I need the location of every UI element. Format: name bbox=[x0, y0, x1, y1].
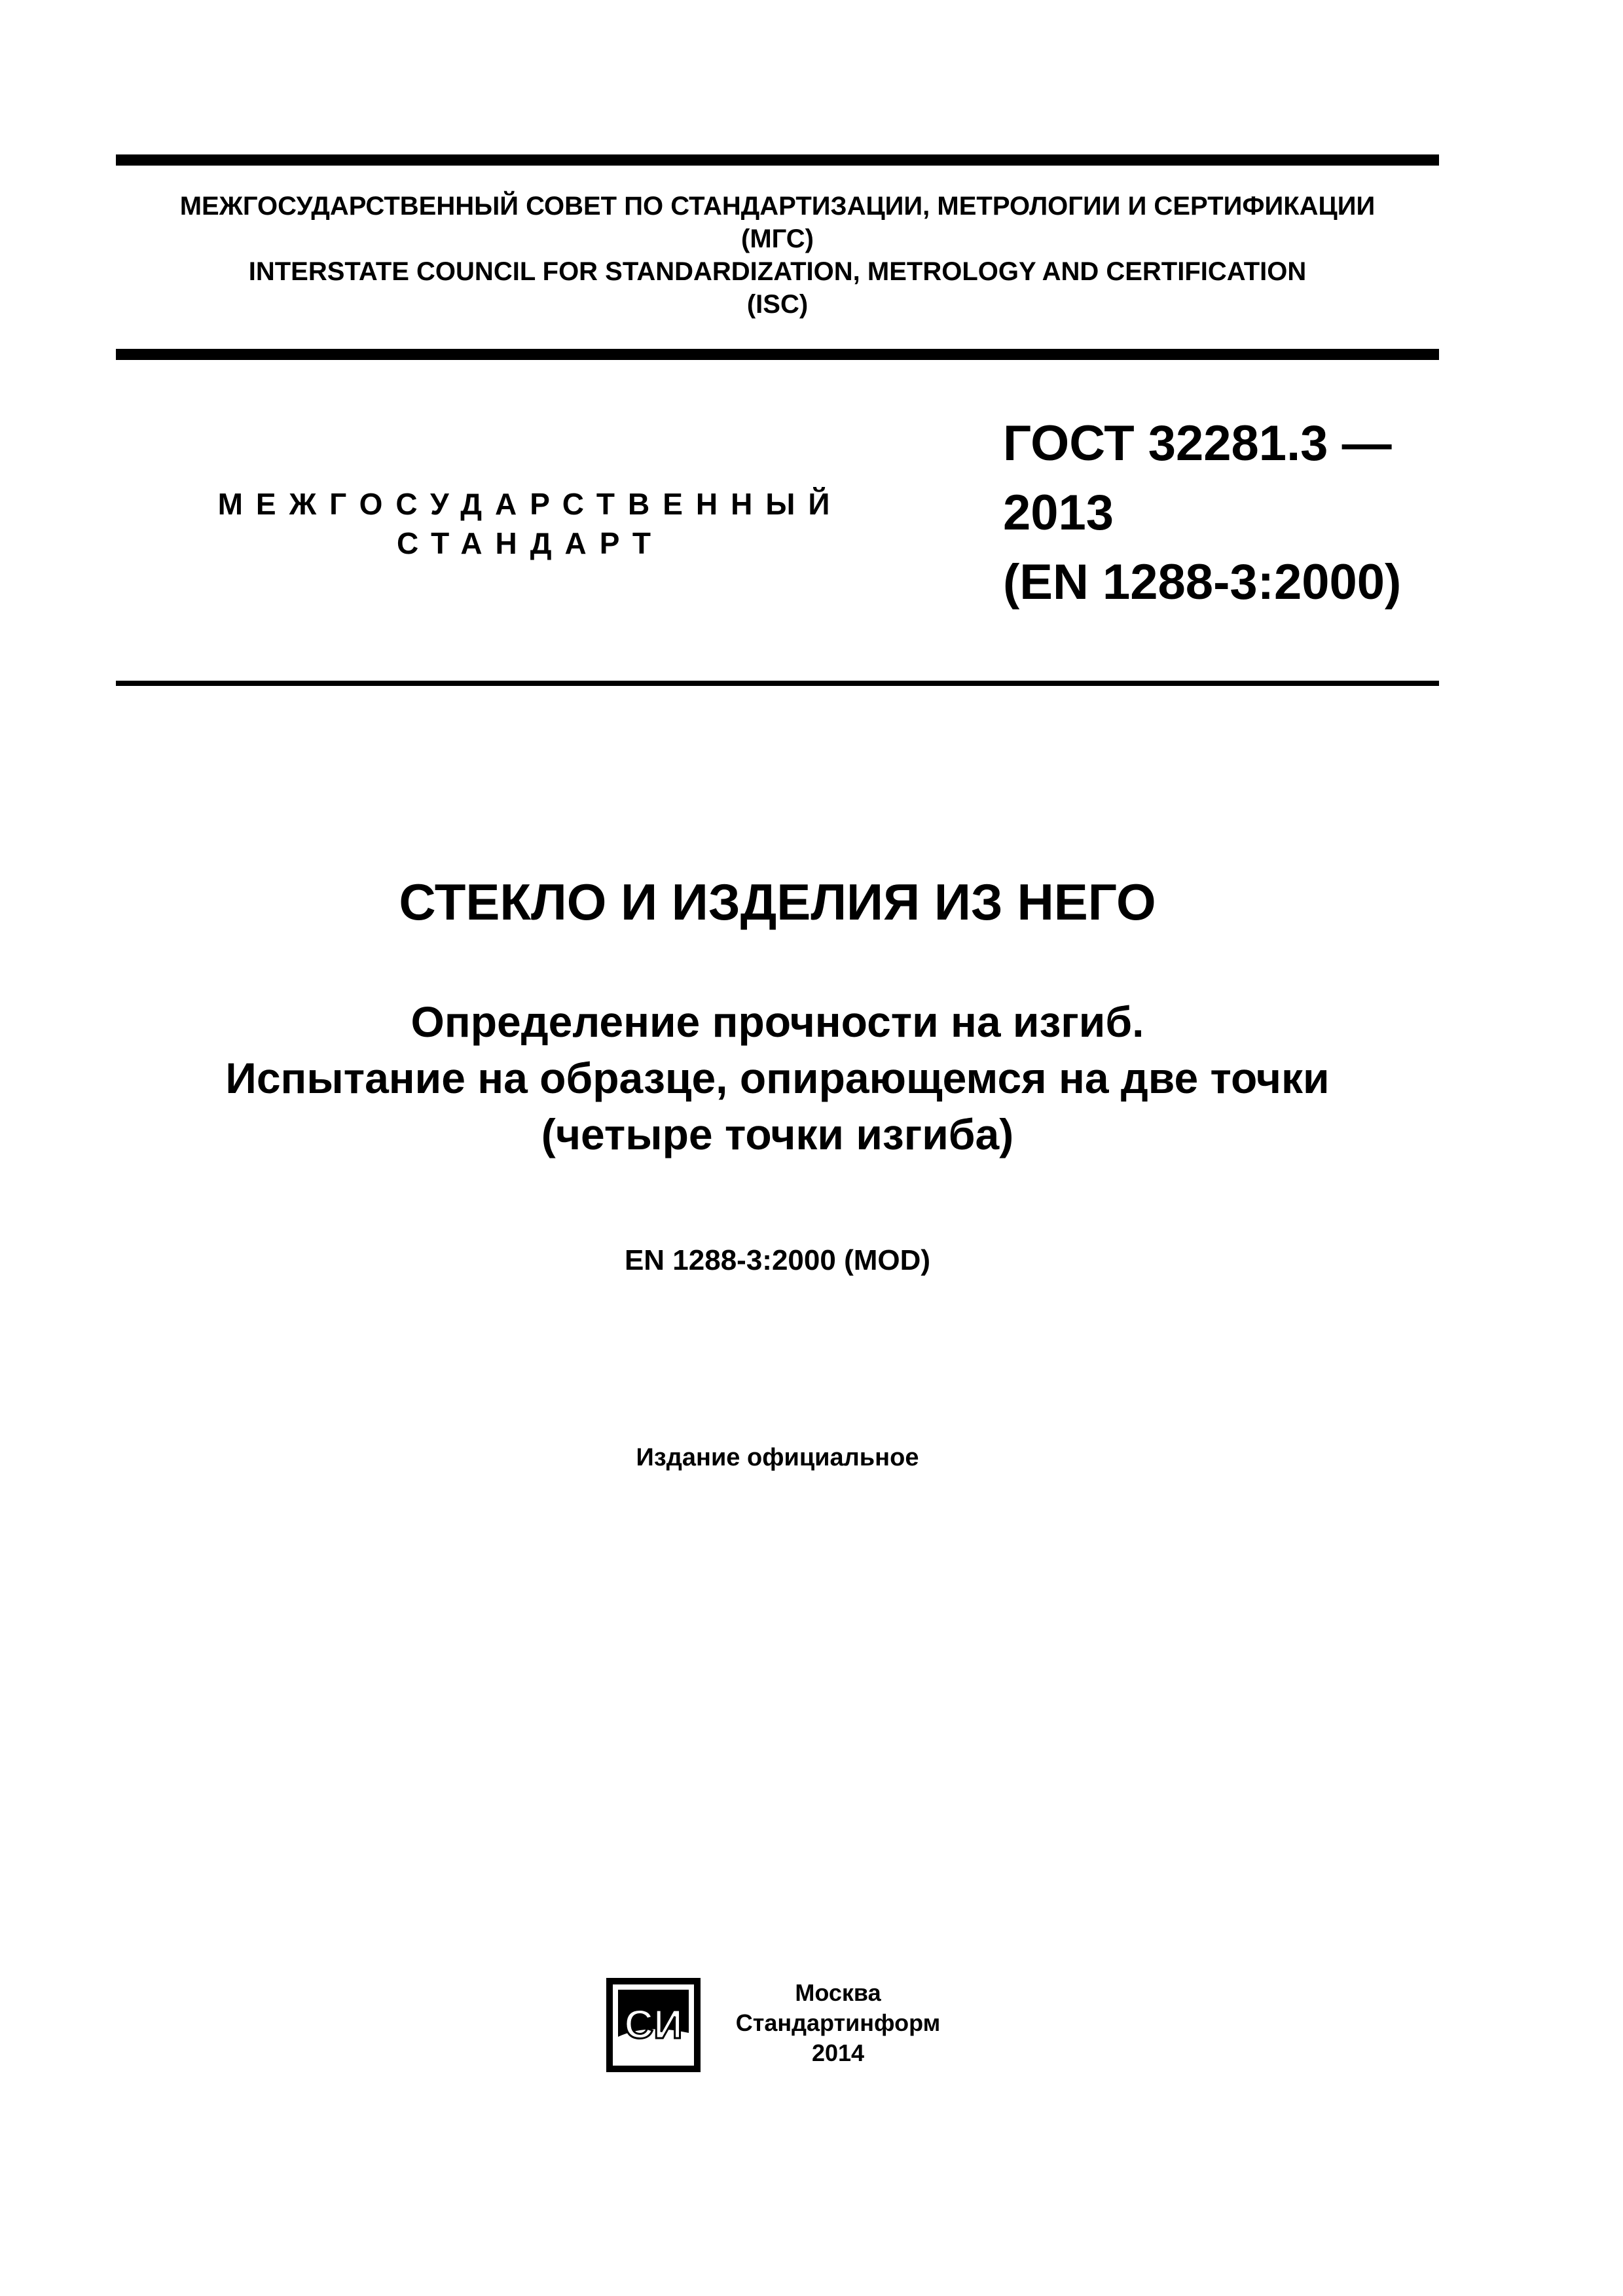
standard-kind bbox=[196, 484, 864, 563]
council-name-en: INTERSTATE COUNCIL FOR STANDARDIZATION, METROLOGY AND CERTIFICATION bbox=[248, 257, 1307, 286]
designation-en-ref: (EN 1288-3:2000) bbox=[1003, 554, 1402, 610]
document-title: СТЕКЛО И ИЗДЕЛИЯ ИЗ НЕГО bbox=[399, 873, 1156, 931]
edition-label: Издание официальное bbox=[636, 1444, 919, 1471]
logo-letters: СИ bbox=[624, 2002, 683, 2047]
subtitle-line2: Испытание на образце, опирающемся на две точки bbox=[225, 1054, 1330, 1102]
council-abbr-ru: (МГС) bbox=[741, 224, 814, 253]
council-abbr-en: (ISC) bbox=[746, 290, 809, 319]
publisher-year: 2014 bbox=[811, 2039, 865, 2066]
standard-kind-line1: МЕЖГОСУДАРСТВЕННЫЙ bbox=[217, 487, 843, 521]
council-header bbox=[116, 190, 1439, 321]
middle-rule bbox=[116, 349, 1439, 360]
subtitle-line3: (четыре точки изгиба) bbox=[541, 1110, 1014, 1158]
designation-year: 2013 bbox=[1003, 485, 1114, 541]
publisher-info bbox=[714, 1978, 962, 2068]
en-reference: EN 1288-3:2000 (MOD) bbox=[624, 1244, 931, 1276]
designation-number: ГОСТ 32281.3 — bbox=[1003, 416, 1392, 471]
publisher-name: Стандартинформ bbox=[735, 2009, 941, 2036]
subtitle-line1: Определение прочности на изгиб. bbox=[410, 997, 1144, 1046]
standard-kind-line2: СТАНДАРТ bbox=[397, 526, 664, 560]
council-name-ru: МЕЖГОСУДАРСТВЕННЫЙ СОВЕТ ПО СТАНДАРТИЗАЦИИ, МЕТРОЛОГИИ И СЕРТИФИКАЦИИ bbox=[179, 192, 1376, 221]
standartinform-logo-icon bbox=[606, 1978, 701, 2072]
logo-graphic bbox=[606, 1978, 701, 2072]
document-subtitle bbox=[116, 994, 1439, 1162]
top-rule bbox=[116, 154, 1439, 166]
standard-designation bbox=[1003, 409, 1435, 617]
lower-rule bbox=[116, 681, 1439, 686]
publisher-city: Москва bbox=[795, 1979, 881, 2006]
